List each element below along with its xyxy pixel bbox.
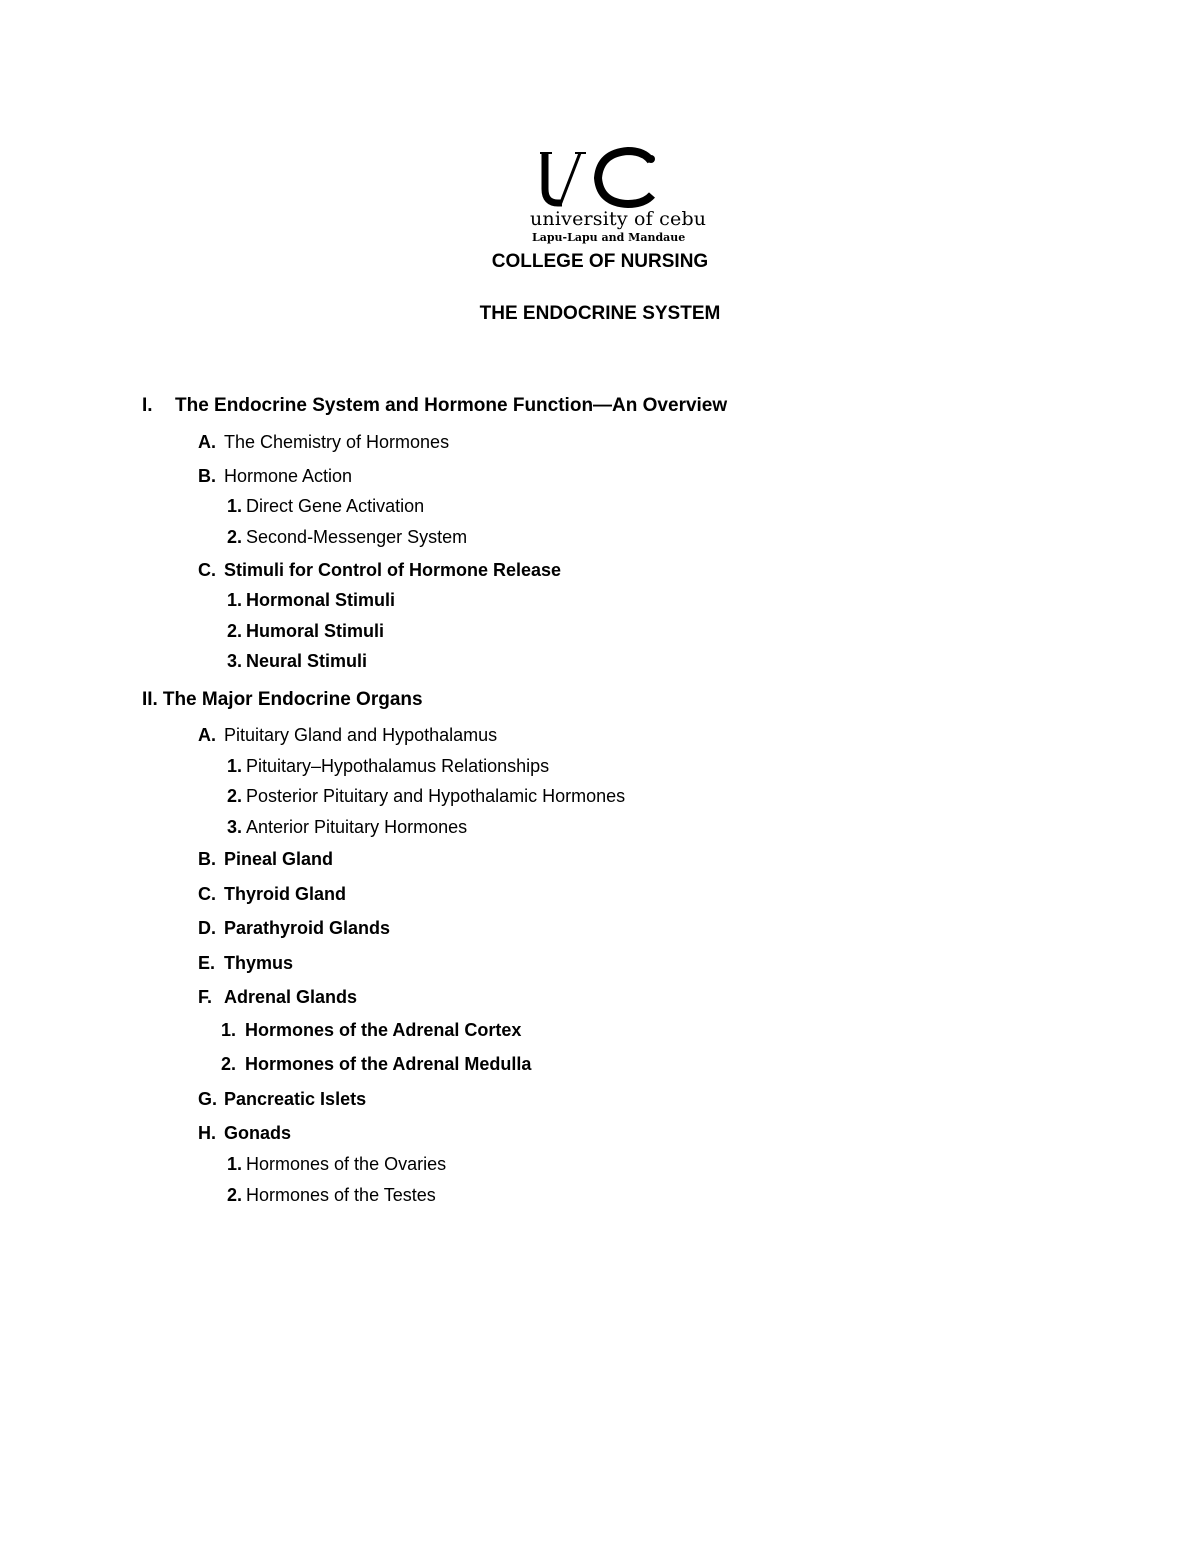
outline-item: F. Adrenal Glands	[198, 987, 358, 1007]
college-name: COLLEGE OF NURSING	[491, 251, 709, 272]
outline-item: 1. Hormones of the Ovaries	[227, 1154, 447, 1174]
document-title: THE ENDOCRINE SYSTEM	[479, 303, 721, 324]
outline-item: 1. Pituitary–Hypothalamus Relationships	[227, 756, 550, 776]
outline-item: H. Gonads	[198, 1123, 292, 1143]
outline-item: A. The Chemistry of Hormones	[198, 432, 450, 452]
outline-item: B. Pineal Gland	[198, 849, 334, 869]
outline-item: A. Pituitary Gland and Hypothalamus	[198, 725, 498, 745]
outline-item: II. The Major Endocrine Organs	[142, 689, 423, 710]
outline-item: C. Stimuli for Control of Hormone Release	[198, 560, 562, 580]
outline-item: 1. Direct Gene Activation	[227, 496, 425, 516]
outline-item: 1. Hormonal Stimuli	[227, 590, 396, 610]
uc-logo-mark-icon	[520, 145, 680, 209]
outline-item: 3. Anterior Pituitary Hormones	[227, 817, 468, 837]
outline-item: G. Pancreatic Islets	[198, 1089, 367, 1109]
outline-item: D. Parathyroid Glands	[198, 918, 391, 938]
outline-item: 1. Hormones of the Adrenal Cortex	[221, 1020, 522, 1040]
logo-university-name: university of cebu	[530, 208, 707, 230]
outline-item: 3. Neural Stimuli	[227, 651, 368, 671]
outline-item: B. Hormone Action	[198, 466, 353, 486]
outline-item: 2. Second-Messenger System	[227, 527, 468, 547]
outline-item: I. The Endocrine System and Hormone Function—An Overview	[142, 395, 728, 416]
outline-item: E. Thymus	[198, 953, 294, 973]
outline-item: C. Thyroid Gland	[198, 884, 347, 904]
university-logo	[520, 145, 707, 247]
outline-item: 2. Hormones of the Testes	[227, 1185, 436, 1205]
outline-item: 2. Hormones of the Adrenal Medulla	[221, 1054, 532, 1074]
outline-item: 2. Posterior Pituitary and Hypothalamic Hormones	[227, 786, 626, 806]
logo-campus-name: Lapu-Lapu and Mandaue	[532, 231, 686, 244]
outline-item: 2. Humoral Stimuli	[227, 621, 385, 641]
